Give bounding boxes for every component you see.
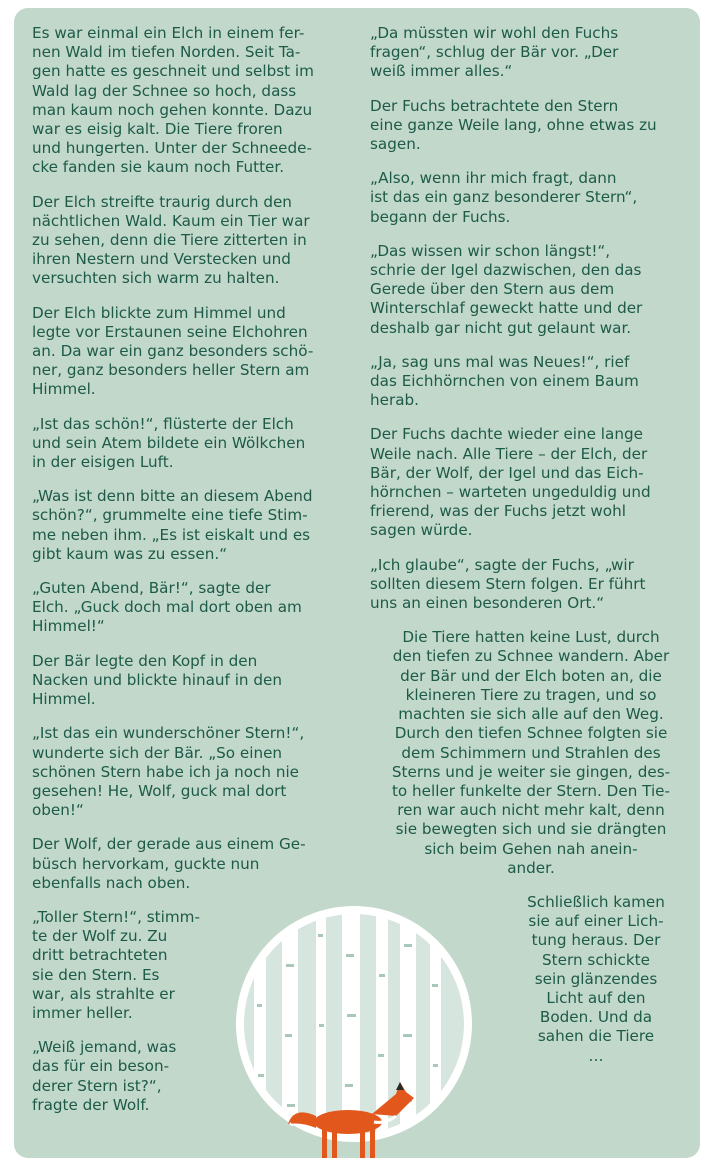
paragraph: „Guten Abend, Bär!“, sagte der Elch. „Guck doch mal dort oben am Himmel!“ — [32, 579, 302, 636]
paragraph: Der Fuchs dachte wieder eine lange Weile nach. Alle Tiere – der Elch, der Bär, der Wolf, der Igel und das Eich- hörnchen – warteten ungeduldig und frierend, was der Fuchs jetzt wohl sagen würde. — [370, 425, 651, 540]
paragraph: „Was ist denn bitte an diesem Abend schön?“, grummelte eine tiefe Stim- me neben ihm. „Es ist eiskalt und es gibt kaum was zu essen.“ — [32, 487, 313, 563]
paragraph: Der Elch streifte traurig durch den nächtlichen Wald. Kaum ein Tier war zu sehen, denn die Tiere zitterten in ihren Nestern und Verstecken und versuchten sich warm zu halten. — [32, 192, 310, 288]
paragraph: „Ist das ein wunderschöner Stern!“, wunderte sich der Bär. „So einen schönen Stern habe ich ja noch nie gesehen! He, Wolf, guck mal dort oben!“ — [32, 724, 305, 820]
story-page — [14, 8, 700, 1158]
paragraph: „Das wissen wir schon längst!“, schrie der Igel dazwischen, den das Gerede über den Stern aus dem Winterschlaf geweckt hatte und der deshalb gar nicht gut gelaunt war. — [370, 241, 643, 337]
paragraph: „Ich glaube“, sagte der Fuchs, „wir sollten diesem Stern folgen. Er führt uns an einen besonderen Ort.“ — [370, 555, 646, 613]
right-column — [370, 24, 692, 1081]
paragraph: Der Wolf, der gerade aus einem Ge- büsch hervorkam, guckte nun ebenfalls nach oben. — [32, 835, 306, 892]
paragraph: „Also, wenn ihr mich fragt, dann ist das ein ganz besonderer Stern“, begann der Fuchs. — [370, 169, 638, 226]
paragraph: „Da müssten wir wohl den Fuchs fragen“, schlug der Bär vor. „Der weiß immer alles.“ — [370, 24, 619, 81]
paragraph: „Toller Stern!“, stimm- te der Wolf zu. Zu dritt betrachteten sie den Stern. Es war, als strahlte er immer heller. — [32, 907, 200, 1022]
paragraph: „Ist das schön!“, flüsterte der Elch und sein Atem bildete ein Wölkchen in der eisigen Luft. — [32, 414, 306, 472]
paragraph: Der Elch blickte zum Himmel und legte vor Erstaunen seine Elchohren an. Da war ein ganz besonders schö- ner, ganz besonders heller Stern am Himmel. — [32, 303, 314, 399]
paragraph: Es war einmal ein Elch in einem fer- nen Wald im tiefen Norden. Seit Ta- gen hatte es geschneit und selbst im Wald lag der Schnee so hoch, dass man kaum noch gehen konnte. Dazu war es eisig kalt. Die Tiere froren und hungerten. Unter der Schneede- cke fanden sie kaum noch Futter. — [32, 24, 314, 177]
paragraph: „Ja, sag uns mal was Neues!“, rief das Eichhörnchen von einem Baum herab. — [370, 352, 639, 410]
paragraph: „Weiß jemand, was das für ein beson- derer Stern ist?“, fragte der Wolf. — [32, 1038, 177, 1114]
paragraph: Schließlich kamen sie auf einer Lich- tung heraus. Der Stern schickte sein glänzendes Licht auf den Boden. Und da sahen die Tiere … — [527, 892, 665, 1065]
paragraph: Der Fuchs betrachtete den Stern eine ganze Weile lang, ohne etwas zu sagen. — [370, 96, 657, 154]
left-column — [32, 24, 362, 1130]
paragraph: Die Tiere hatten keine Lust, durch den tiefen zu Schnee wandern. Aber der Bär und der Elch boten an, die kleineren Tiere zu tragen, und so machten sie sich alle auf den Weg. Durch den tiefen Schnee folgten sie dem Schimmern und Strahlen des Sterns und je weiter sie gingen, des- to heller funkelte der Stern. Den Tie- ren war auch nicht mehr kalt, denn sie bewegten sich und sie drängten sich beim Gehen nah anein- ander. — [391, 628, 671, 877]
paragraph: Der Bär legte den Kopf in den Nacken und blickte hinauf in den Himmel. — [32, 651, 283, 709]
